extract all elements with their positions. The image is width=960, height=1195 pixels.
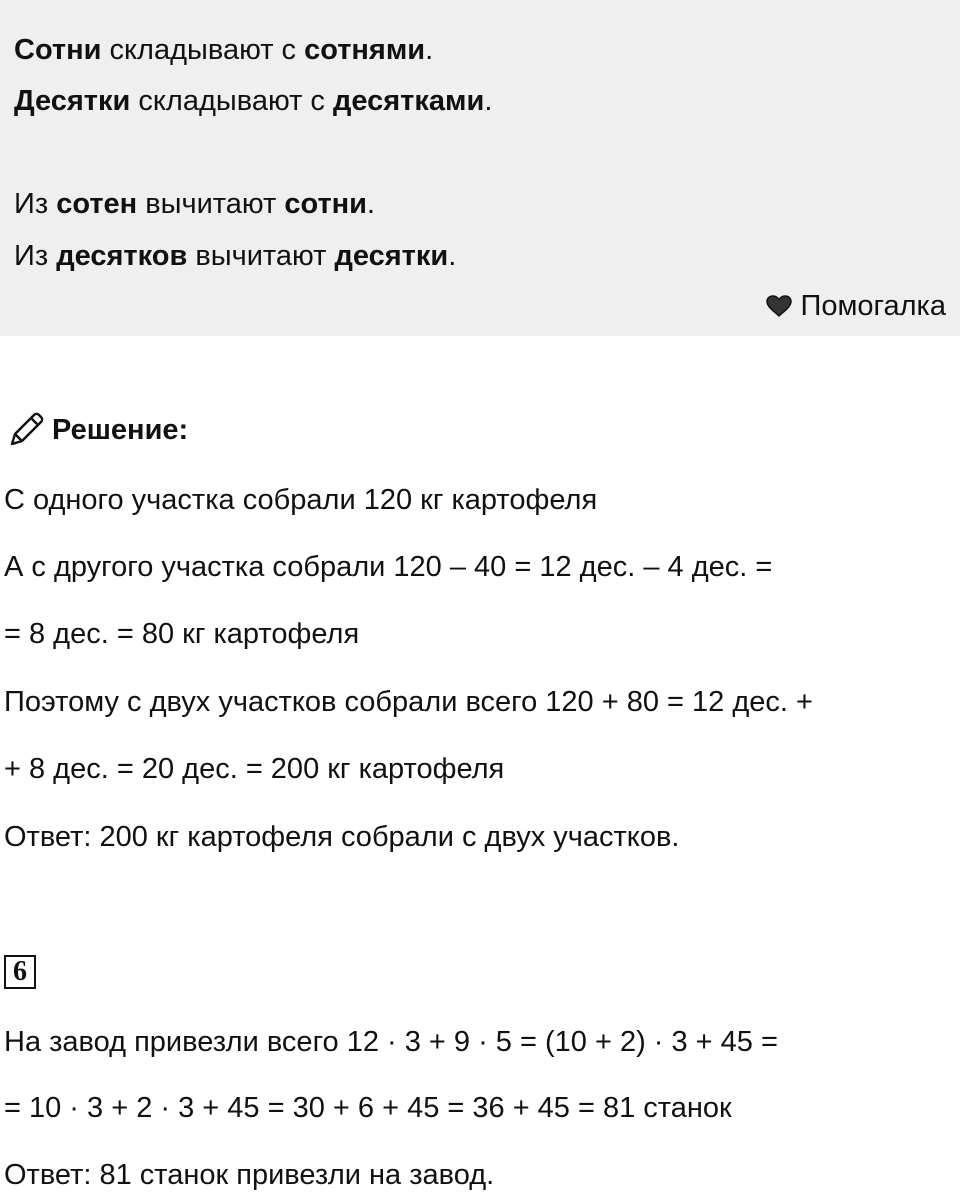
hint-bold: десятки [334,240,449,272]
solution-line: = 8 дес. = 80 кг картофеля [4,618,360,650]
solution-line: А с другого участка собрали 120 – 40 = 12 дес. – 4 дес. = [4,551,773,583]
task-line: = 10 · 3 + 2 · 3 + 45 = 30 + 6 + 45 = 36 + 45 = 81 станок [4,1092,732,1124]
heart-icon [765,294,793,318]
brand-text: Помогалка [800,290,946,322]
hint-text: вычитают [187,240,335,272]
hint-line-1 [14,30,433,70]
hint-text: вычитают [137,188,285,220]
solution-line: + 8 дес. = 20 дес. = 200 кг картофеля [4,753,505,785]
task-number-badge: 6 [4,955,36,989]
hint-text: . [425,34,434,66]
hint-text: Из [14,188,57,220]
pencil-icon [6,410,46,450]
hint-bold: Сотни [14,34,102,66]
answer-line: Ответ: 81 станок привезли на завод. [4,1159,495,1191]
hint-bold: сотен [56,188,138,220]
brand-label [765,286,946,326]
solution-line: С одного участка собрали 120 кг картофеля [4,484,598,516]
answer-line: Ответ: 200 кг картофеля собрали с двух участков. [4,821,680,853]
hint-line-2 [14,81,492,121]
hint-bold: десятками [332,85,485,117]
hint-text: . [484,85,493,117]
solution-line: Поэтому с двух участков собрали всего 120 + 80 = 12 дес. + [4,686,813,718]
hint-bold: сотнями [304,34,426,66]
hint-bold: Десятки [14,85,131,117]
hint-bold: сотни [284,188,367,220]
hint-text: . [367,188,376,220]
hint-line-4 [14,236,456,276]
hint-bold: десятков [56,240,188,272]
hint-text: . [448,240,457,272]
hint-text: складывают с [101,34,305,66]
task-line: На завод привезли всего 12 · 3 + 9 · 5 = (10 + 2) · 3 + 45 = [4,1026,778,1058]
solution-heading [6,410,188,450]
hint-text: Из [14,240,57,272]
hint-line-3 [14,184,375,224]
hint-box [0,0,960,336]
solution-title: Решение: [52,413,189,446]
hint-text: складывают с [130,85,333,117]
